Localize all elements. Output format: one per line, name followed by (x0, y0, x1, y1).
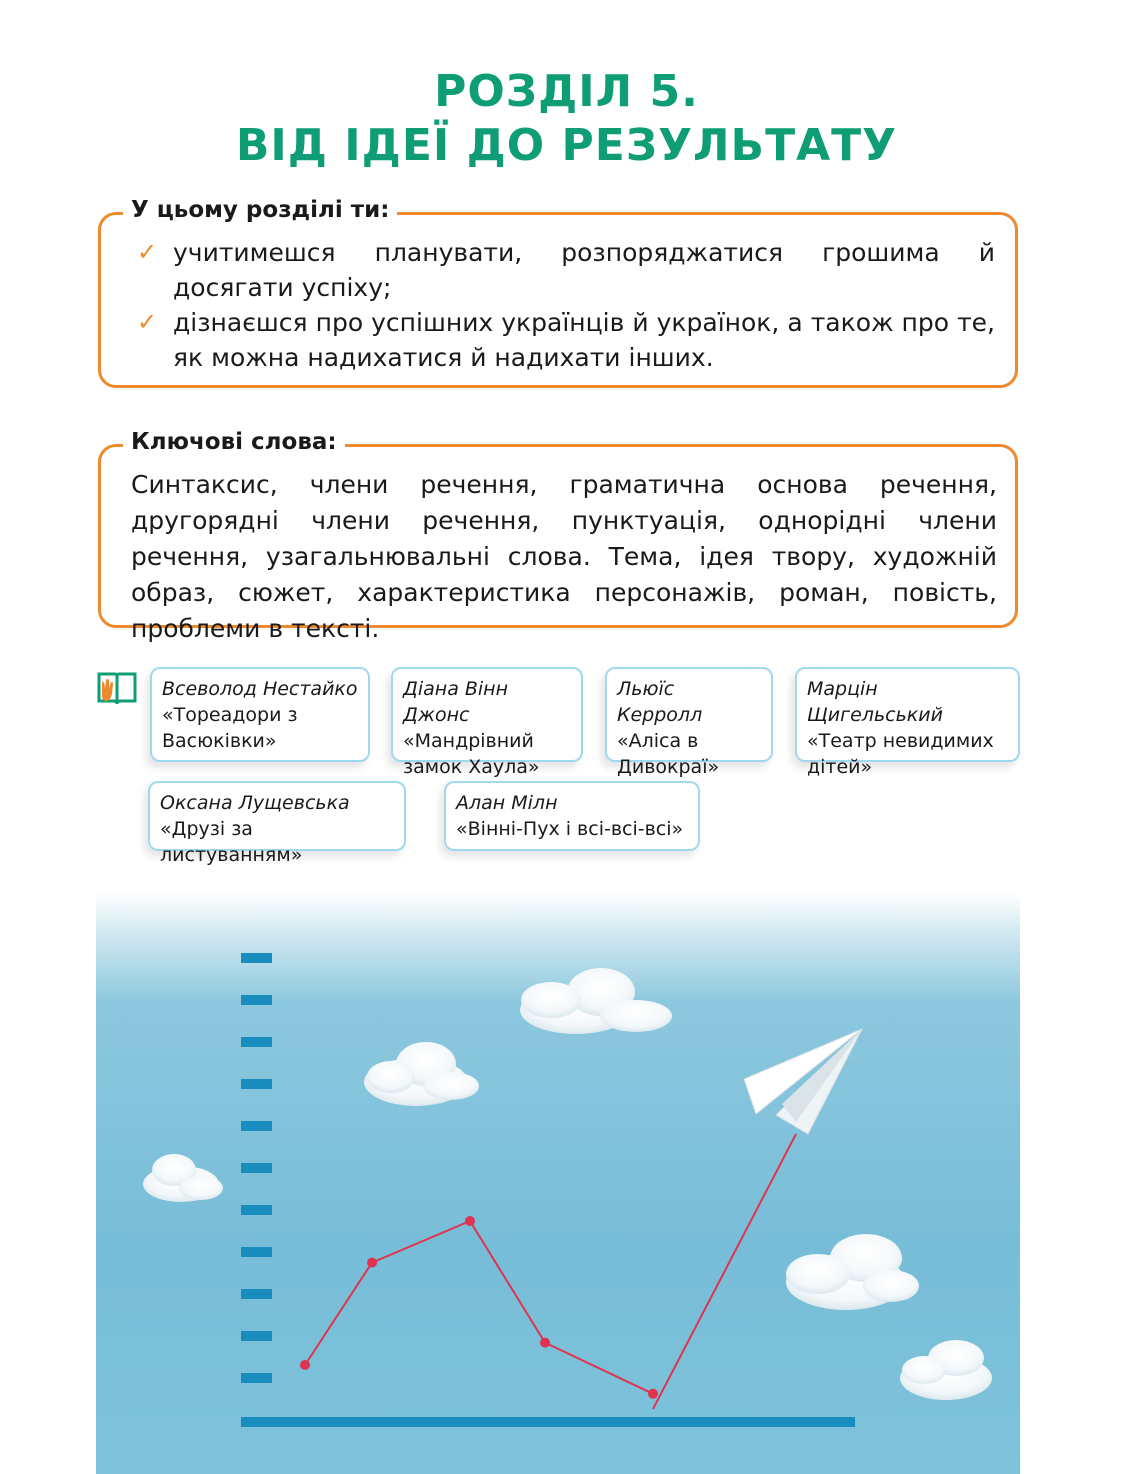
paper-plane-icon (744, 1029, 862, 1134)
book-author: Всеволод Нестайко (162, 678, 358, 700)
book-card (795, 667, 1020, 778)
cloud-icon (520, 968, 672, 1034)
keywords-box (98, 429, 1018, 643)
y-axis-tick (241, 1205, 272, 1215)
checkmark-icon: ✓ (137, 238, 158, 266)
cloud-icon (786, 1234, 919, 1310)
growth-illustration (96, 892, 1020, 1474)
book-card (605, 667, 773, 778)
book-title: «Театр невидимих дітей» (807, 730, 994, 778)
illustration-canvas (96, 892, 1020, 1474)
y-axis-tick (241, 953, 272, 963)
chapter-title: ВІД ІДЕЇ ДО РЕЗУЛЬТАТУ (235, 120, 898, 171)
goal-text: дізнаєшся про успішних українців й українок, а також про те, як можна надихатися й надихати інших. (173, 308, 995, 372)
book-card (150, 667, 370, 762)
x-axis (241, 1417, 855, 1427)
book-author: Льюїс Керролл (617, 678, 703, 726)
y-axis-ticks (241, 953, 272, 1383)
y-axis-tick (241, 1289, 272, 1299)
thread-pin (540, 1338, 550, 1348)
goal-text: учитимешся планувати, розпоряджатися грошима й досягати успіху; (173, 238, 995, 302)
book-title: «Мандрівний замок Хаула» (403, 730, 540, 778)
thread-to-plane (653, 1134, 796, 1409)
y-axis-tick (241, 1331, 272, 1341)
book-title: «Вінні-Пух і всі-всі-всі» (456, 818, 684, 840)
book-with-hand-icon (96, 668, 138, 708)
y-axis-tick (241, 1247, 272, 1257)
y-axis-tick (241, 1121, 272, 1131)
y-axis-tick (241, 1373, 272, 1383)
cloud-icon (364, 1042, 479, 1106)
book-title: «Аліса в Дивокраї» (617, 730, 720, 778)
keywords-label: Ключові слова: (123, 427, 345, 457)
book-author: Оксана Лущевська (160, 792, 350, 814)
book-title: «Друзі за листуванням» (160, 818, 303, 866)
y-axis-tick (241, 1037, 272, 1047)
book-author: Діана Вінн Джонс (403, 678, 509, 726)
cloud-icon (900, 1340, 992, 1400)
book-card (148, 781, 406, 866)
thread-pin (465, 1216, 475, 1226)
y-axis-tick (241, 1079, 272, 1089)
checkmark-icon: ✓ (137, 308, 158, 336)
goal-item (101, 305, 1015, 375)
goals-label: У цьому розділі ти: (123, 195, 397, 225)
thread-pin (367, 1258, 377, 1268)
book-author: Марцін Щигельський (807, 678, 943, 726)
thread-pin (648, 1389, 658, 1399)
book-card (391, 667, 583, 778)
thread-pin (300, 1360, 310, 1370)
goals-box (98, 197, 1018, 388)
book-card (444, 781, 700, 851)
cloud-icon (143, 1154, 223, 1202)
goal-item (101, 235, 1015, 305)
growth-thread-line (305, 1221, 653, 1394)
keywords-text: Синтаксис, члени речення, граматична основа речення, другорядні члени речення, пунктуація, однорідні члени речення, узагальнювальні слова. Тема, ідея твору, художній образ, сюжет, характеристика персонажів, роман, повість, проблеми в тексті. (131, 470, 997, 643)
y-axis-tick (241, 1163, 272, 1173)
y-axis-tick (241, 995, 272, 1005)
book-title: «Тореадори з Васюківки» (162, 704, 298, 752)
goals-list (101, 235, 1015, 375)
book-author: Алан Мілн (456, 792, 558, 814)
chapter-number: РОЗДІЛ 5. (434, 66, 699, 117)
